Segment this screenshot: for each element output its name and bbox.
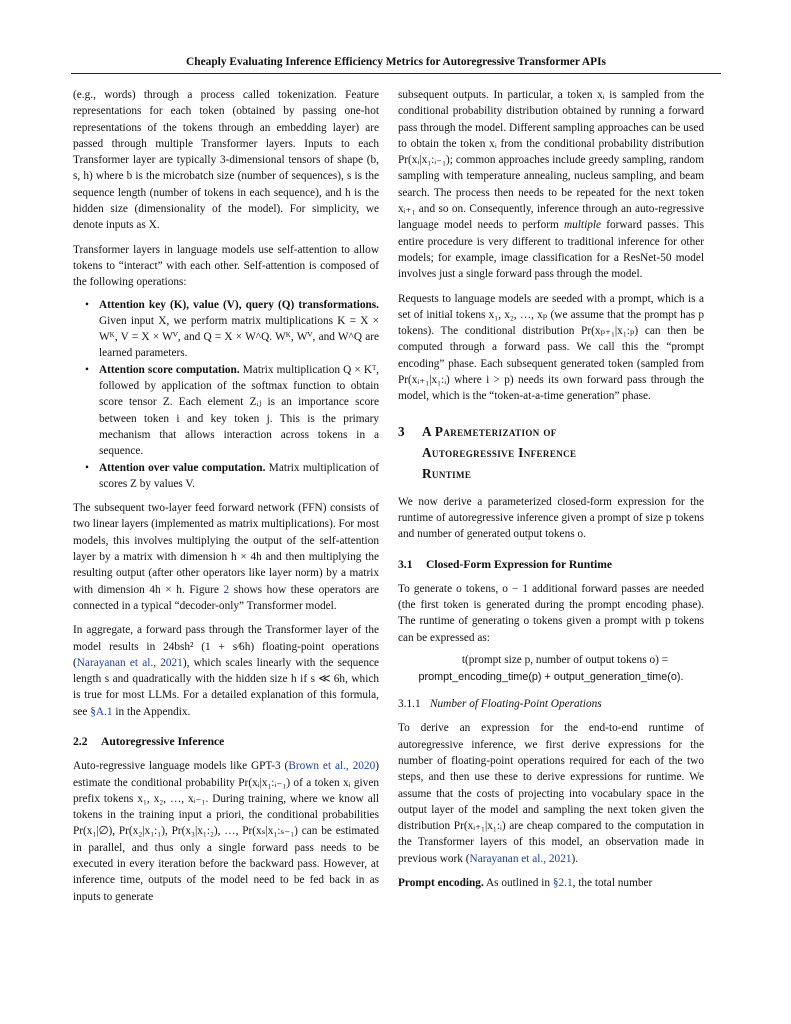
left-paragraph-tokenization: (e.g., words) through a process called tokenization. Feature representations for each token (obtained by passing one-hot representations of the tokens through an embedding layer) are passed through multiple Transformer layers. Inputs to each Transformer layer are typically 3-dimensional tensors of shape (b, s, h) where b is the microbatch size (number of sequences), s is the sequence length (number of tokens in each sequence), and h is the hidden size (dimensionality of the model). For simplicity, we denote inputs as X. (73, 89, 379, 232)
header-rule (71, 73, 721, 74)
right-paragraph-sampling: subsequent outputs. In particular, a token xᵢ is sampled from the conditional probability distribution obtained by running a forward pass through the model. Different sampling approaches can be used to obtain the token xᵢ from the conditional probability distribution Pr(xᵢ|x₁:ᵢ₋₁); common approaches include greedy sampling, random sampling with temperature annealing, nucleus sampling, and beam search. The process then needs to be repeated for the next token xᵢ₊₁ and so on. Consequently, inference through an auto-regressive language model needs to perform multiple forward passes. This entire procedure is very different to traditional inference for other models; for example, image classification for a ResNet-50 model involves just a single forward pass through the model. (398, 89, 704, 281)
right-paragraph-prompt-encoding: Prompt encoding. As outlined in §2.1, the total number (398, 876, 653, 889)
appendix-a1-link[interactable]: §A.1 (90, 705, 113, 718)
right-column (398, 87, 704, 899)
left-paragraph-autoregressive: Auto-regressive language models like GPT-3 (Brown et al., 2020) estimate the conditional probability Pr(xᵢ|x₁:ᵢ₋₁) of a token xᵢ given prefix tokens x₁, x₂, …, xᵢ₋₁. During training, where we know all tokens in the training input a priori, the conditional probabilities Pr(x₁|∅), Pr(x₂|x₁:₁), Pr(x₃|x₁:₂), …, Pr(xₛ|x₁:ₛ₋₁) can be estimated in parallel, and thus only a single forward pass needs to be executed in every iteration before the backward pass. However, at inference time, outputs of the model need to be fed back in as inputs to generate (73, 760, 379, 903)
left-paragraph-ffn: The subsequent two-layer feed forward network (FFN) consists of two linear layers (implemented as matrix multiplications). For most models, this involves multiplying the output of the self-attention layer by a matrix with dimension h × 4h and then multiplying the resulting output (after other operators like layer norm) by a matrix with dimension 4h × h. Figure 2 shows how these operators are connected in a typical “decoder-only” Transformer model. (73, 502, 380, 612)
runtime-equation: t(prompt size p, number of output tokens o) = prompt_encoding_time(p) + output_generation_time(o). (418, 654, 684, 684)
left-paragraph-flops: In aggregate, a forward pass through the Transformer layer of the model results in 24bsh² (1 + s⁄6h) floating-point operations (Narayanan et al., 2021), which scales linearly with the sequence length s and quadratically with the hidden size h if s ≪ 6h, which is true for most LLMs. For a detailed explanation of this formula, see §A.1 in the Appendix. (73, 624, 379, 718)
figure-2-link[interactable]: 2 (223, 583, 230, 596)
left-paragraph-self-attention: Transformer layers in language models use self-attention to allow tokens to “interact” with each other. Self-attention is composed of the following operations: (73, 243, 379, 289)
section-3-1-1-heading: 3.1.1 Number of Floating-Point Operations (398, 698, 602, 711)
right-paragraph-generate: To generate o tokens, o − 1 additional forward passes are needed (the first token is generated during the prompt encoding phase). The runtime of generating o tokens given a prompt with p tokens can be expressed as: (398, 582, 704, 644)
attention-operations-list (73, 297, 379, 493)
section-3-1-heading: 3.1 Closed-Form Expression for Runtime (398, 557, 613, 571)
list-item: • Attention over value computation. Matrix multiplication of scores Z by values V. (99, 460, 379, 493)
right-paragraph-derive: We now derive a parameterized closed-form expression for the runtime of autoregressive inference given a prompt of size p tokens and number of generated output tokens o. (398, 495, 704, 541)
section-3-heading: 3 A Paremeterization of Autoregressive Inference Runtime (398, 423, 577, 481)
right-paragraph-prompt: Requests to language models are seeded with a prompt, which is a set of initial tokens x₁, x₂, …, xₚ (we assume that the prompt has p tokens). The conditional distribution Pr(xₚ₊₁|x₁:ₚ) can then be computed through a forward pass. We call this the “prompt encoding” phase. Each subsequent generated token (sampled from Pr(xᵢ₊₁|x₁:ᵢ) where i > p) needs its own forward pass through the model, which is the “token-at-a-time generation” phase. (398, 292, 704, 403)
citation-brown-link[interactable]: Brown et al., 2020 (288, 760, 376, 773)
citation-narayanan-link[interactable]: Narayanan et al., 2021 (76, 656, 183, 669)
citation-narayanan-link-2[interactable]: Narayanan et al., 2021 (469, 852, 572, 865)
running-title: Cheaply Evaluating Inference Efficiency Metrics for Autoregressive Transformer APIs (186, 56, 606, 68)
list-item: • Attention score computation. Matrix multiplication Q × Kᵀ, followed by application of the softmax function to obtain score tensor Z. Each element Zᵢⱼ is an importance score between token i and key token j. This is the primary mechanism that allows interaction across tokens in a sequence. (99, 362, 379, 460)
section-2-1-link[interactable]: §2.1 (552, 876, 573, 889)
list-item: • Attention key (K), value (V), query (Q) transformations. Given input X, we perform matrix multiplications K = X × Wᴷ, V = X × Wⱽ, and Q = X × W^Q. Wᴷ, Wⱽ, and W^Q are learned parameters. (99, 297, 379, 362)
left-column (73, 87, 379, 913)
right-paragraph-flops-derivation: To derive an expression for the end-to-end runtime of autoregressive inference, we first derive expressions for the number of floating-point operations required for each of the two steps, and then use these to derive expressions for runtime. We assume that the costs of projecting into vocabulary space in the output layer of the model and sampling the next token given the distribution Pr(xᵢ₊₁|x₁:ᵢ) are cheap compared to the computation in the Transformer layers of this model, an observation made in previous work (Narayanan et al., 2021). (398, 722, 704, 865)
section-2-2-heading: 2.2 Autoregressive Inference (73, 734, 225, 748)
